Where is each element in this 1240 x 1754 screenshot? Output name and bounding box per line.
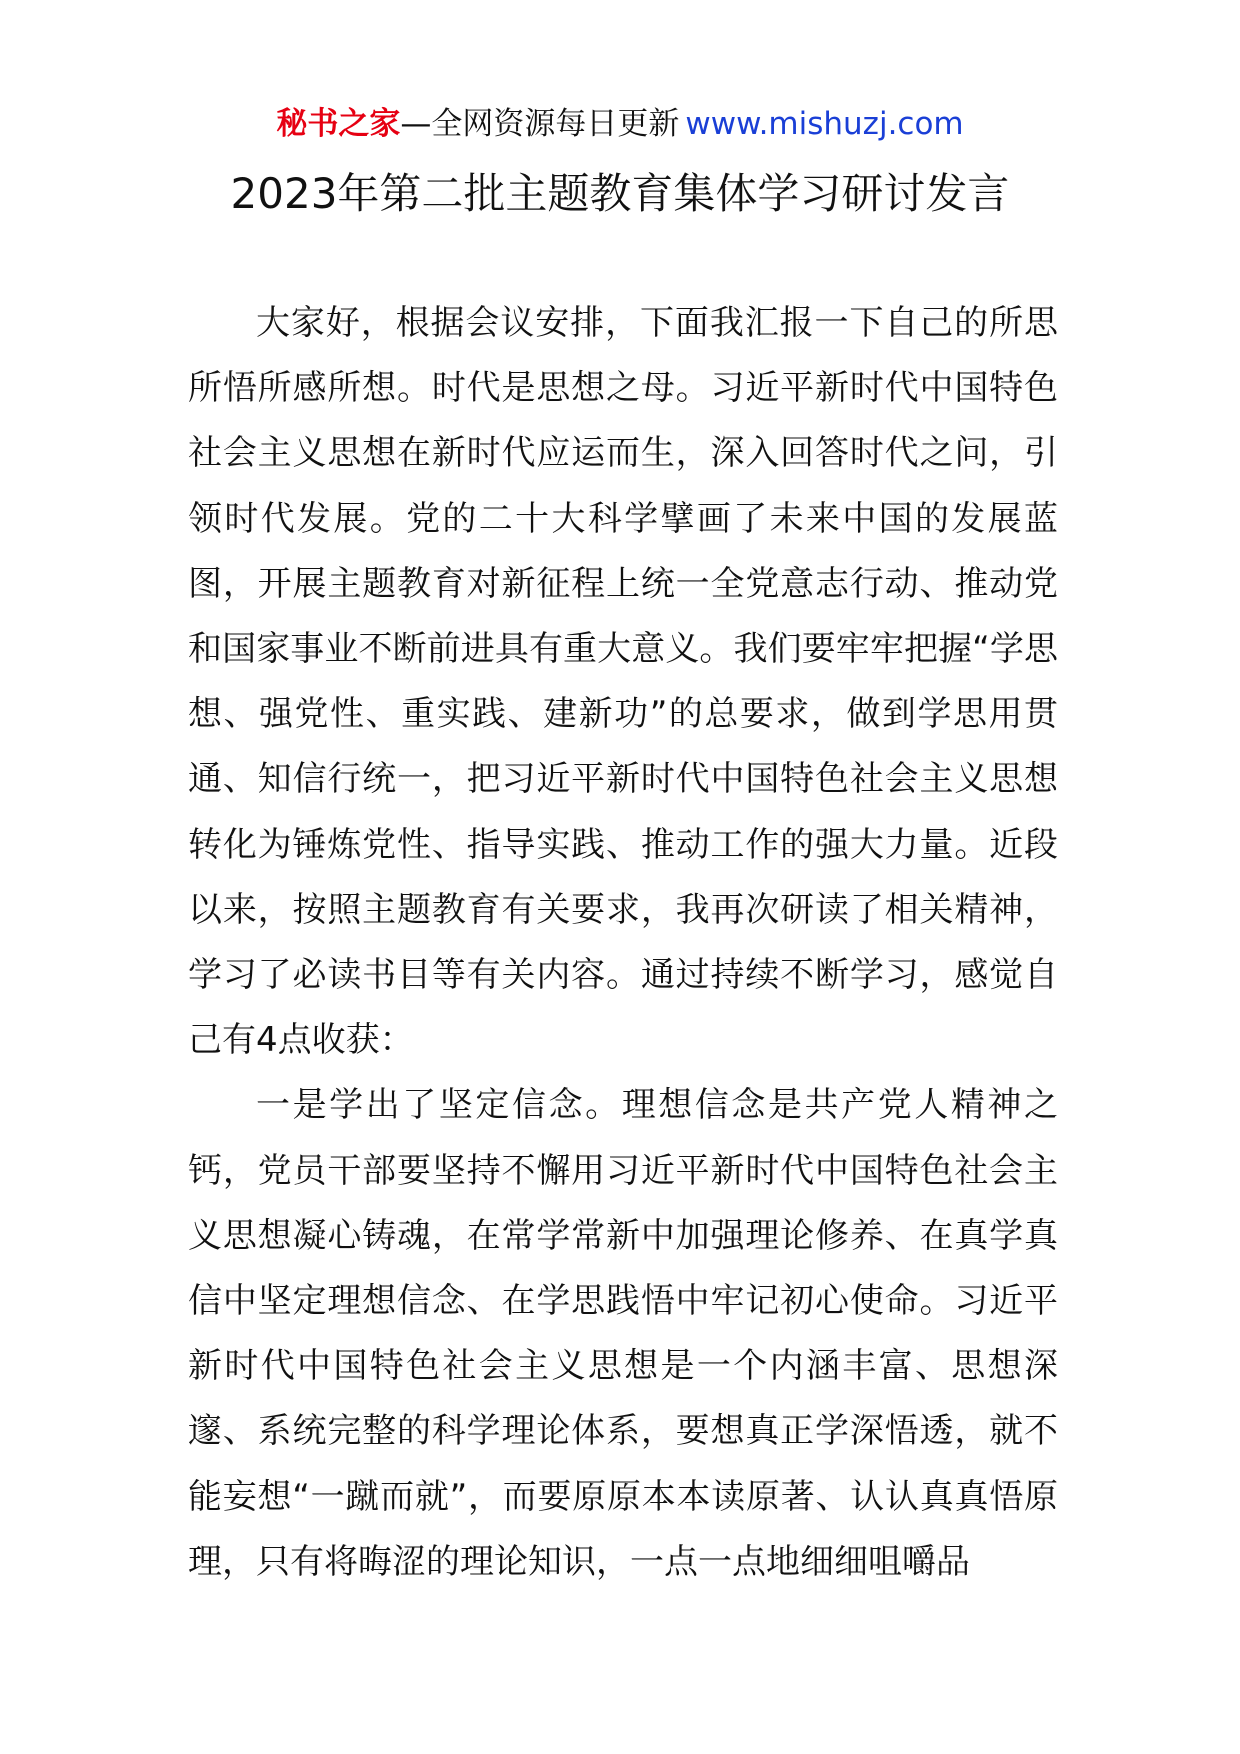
- paragraph-intro: 大家好，根据会议安排，下面我汇报一下自己的所思所悟所感所想。时代是思想之母。习近平新时代中国特色社会主义思想在新时代应运而生，深入回答时代之问，引领时代发展。党的二十大科学擘画了未来中国的发展蓝图，开展主题教育对新征程上统一全党意志行动、推动党和国家事业不断前进具有重大意义。我们要牢牢把握“学思想、强党性、重实践、建新功”的总要求，做到学思用贯通、知信行统一，把习近平新时代中国特色社会主义思想转化为锤炼党性、指导实践、推动工作的强大力量。近段以来，按照主题教育有关要求，我再次研读了相关精神，学习了必读书目等有关内容。通过持续不断学习，感觉自己有4点收获：: [188, 303, 1058, 1061]
- document-body: [188, 291, 1058, 1595]
- paragraph-point-one: 一是学出了坚定信念。理想信念是共产党人精神之钙，党员干部要坚持不懈用习近平新时代中国特色社会主义思想凝心铸魂，在常学常新中加强理论修养、在真学真信中坚定理想信念、在学思践悟中牢记初心使命。习近平新时代中国特色社会主义思想是一个内涵丰富、思想深邃、系统完整的科学理论体系，要想真正学深悟透，就不能妄想“一蹴而就”，而要原原本本读原著、认认真真悟原理，只有将晦涩的理论知识，一点一点地细细咀嚼品: [188, 1085, 1058, 1582]
- document-title: 2023年第二批主题教育集体学习研讨发言: [230, 169, 1010, 218]
- site-brand: 秘书之家: [276, 106, 401, 142]
- site-url-link[interactable]: www.mishuzj.com: [685, 106, 964, 142]
- site-tagline: —全网资源每日更新: [400, 106, 680, 142]
- site-header: [0, 102, 1240, 146]
